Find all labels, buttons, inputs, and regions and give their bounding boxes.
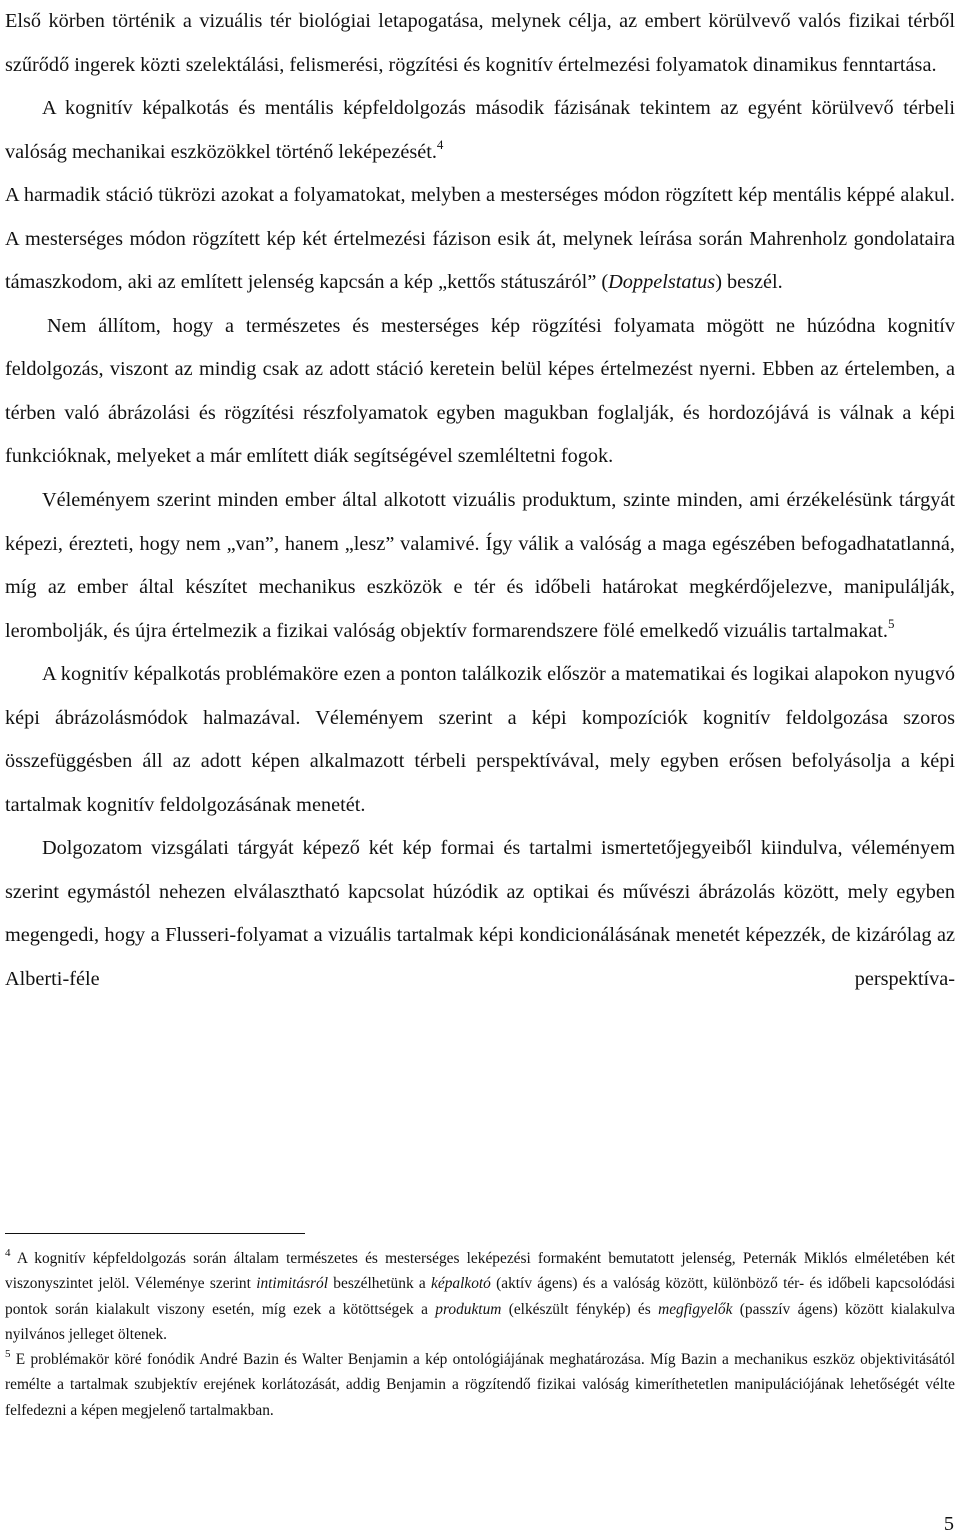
paragraph-1: Első körben történik a vizuális tér biológiai letapogatása, melynek célja, az embert körülvevő valós fizikai térből szűrődő ingerek közti szelektálási, felismerési, rögzítési és kognitív értelmezési folyamatok dinamikus fenntartása. xyxy=(5,10,955,76)
footnote-4: $^4$ A kognitív képfeldolgozás során általam természetes és mesterséges leképezési formaként bemutatott jelenség, Peternák Miklós elméletében két viszonyszintet jelöl. Véleménye szerint intimitásról beszélhetünk a képalkotó (aktív ágens) és a valóság között, különböző tér- és időbeli kapcsolódási pontok során kialakult viszony esetén, míg ezek a kötöttségek a produktum (elkészült fénykép) és megfigyelők (passzív ágens) között kialakulva nyilvános jelleget öltenek. xyxy=(5,1247,956,1343)
page-number: 5 xyxy=(943,1513,954,1535)
footnote-ref-5[interactable]: 5 xyxy=(888,615,895,631)
paragraph-6: A kognitív képalkotás problémaköre ezen a ponton találkozik először a matematikai és logikai alapokon nyugvó képi ábrázolásmódok halmazával. Véleményem szerint a képi kompozíciók kognitív feldolgozása szoros összefüggésben áll az adott képen alkalmazott térbeli perspektívával, mely egyben erősen befolyásolja a képi tartalmak kognitív feldolgozásának menetét. xyxy=(5,663,955,816)
footnote-5: $^5$ E problémakör köré fonódik André Bazin és Walter Benjamin a kép ontológiájának meghatározása. Míg Bazin a mechanikus eszköz objektivitásától remélte a tartalmak szubjektív erejének korlátozását, addig Benjamin a rögzítendő fizikai valóság kimeríthetetlen manipulációjának lehetőségét vélte felfedezni a képen megjelenő tartalmakban. xyxy=(5,1348,955,1419)
main-text xyxy=(5,0,955,1002)
paragraph-2: A kognitív képalkotás és mentális képfeldolgozás második fázisának tekintem az egyént körülvevő térbeli valóság mechanikai eszközökkel történő leképezését.$^4$ xyxy=(5,97,955,163)
footnote-number-4: 4 xyxy=(5,1247,11,1259)
paragraph-4: Nem állítom, hogy a természetes és mesterséges kép rögzítési folyamata mögött ne húzódna kognitív feldolgozás, viszont az mindig csak az adott stáció keretein belül képes értelmezést nyerni. Ebben az értelemben, a térben való ábrázolási és rögzítési részfolyamatok egyben magukban foglalják, és hordozójává is válnak a képi funkcióknak, melyeket a már említett diák segítségével szemléltetni fogok. xyxy=(5,314,955,468)
italic-term-doppelstatus: Doppelstatus xyxy=(608,271,716,294)
paragraph-3: A harmadik stáció tükrözi azokat a folyamatokat, melyben a mesterséges módon rögzített kép mentális képpé alakul. A mesterséges módon rögzített kép két értelmezési fázison esik át, melynek leírása során Mahrenholz gondolataira támaszkodom, aki az említett jelenség kapcsán a kép „kettős státuszáról” (Doppelstatus) beszél. xyxy=(5,184,955,294)
footnote-ref-4[interactable]: 4 xyxy=(436,136,444,152)
footnote-divider xyxy=(5,1233,305,1234)
paragraph-7: Dolgozatom vizsgálati tárgyát képező két kép formai és tartalmi ismertetőjegyeiből kiindulva, véleményem szerint egymástól nehezen elválasztható kapcsolat húzódik az optikai és művészi ábrázolás között, mely egyben megengedi, hogy a Flusseri-folyamat a vizuális tartalmak képi kondicionálásának menetét képezzék, de kizárólag az Alberti-féle perspektíva- xyxy=(5,837,955,991)
footnote-number-5: 5 xyxy=(5,1348,11,1361)
footnotes xyxy=(5,1246,955,1423)
paragraph-5: Véleményem szerint minden ember által alkotott vizuális produktum, szinte minden, ami érzékelésünk tárgyát képezi, érezteti, hogy nem „van”, hanem „lesz” valamivé. Így válik a valóság a maga egészében befogadhatatlanná, míg az ember által készítet mechanikus eszközök e tér és időbeli határokat megkérdőjelezve, manipulálják, lerombolják, és újra értelmezik a fizikai valóság objektív formarendszere fölé emelkedő vizuális tartalmakat.$^5$ xyxy=(5,489,955,642)
